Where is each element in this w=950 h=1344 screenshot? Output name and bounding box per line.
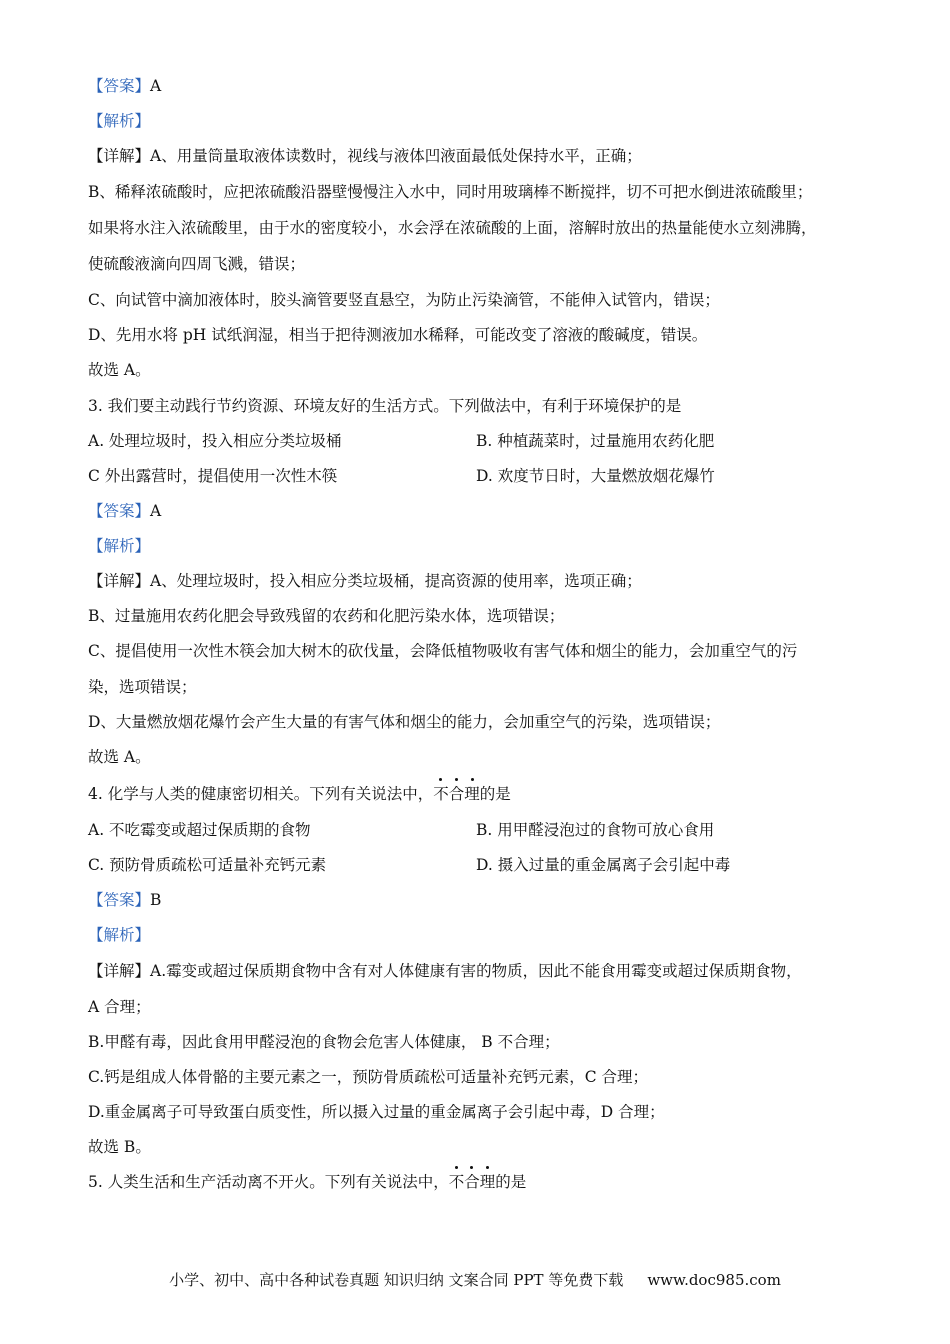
emphasis-text: 理 (479, 1173, 496, 1191)
emphasis-dot-icon (439, 778, 442, 781)
emphasis-text: 不 (433, 785, 449, 803)
text-line: 故选 A。 (88, 361, 151, 379)
text-line: 故选 A。 (88, 748, 151, 766)
text-line: 使硫酸液滴向四周飞溅，错误； (88, 255, 306, 273)
emphasis-dot-icon (455, 1166, 458, 1169)
detail-text: A、处理垃圾时，投入相应分类垃圾桶，提高资源的使用率，选项正确； (150, 572, 642, 590)
emphasis-text: 合 (464, 1173, 480, 1191)
analysis-tag: 【解析】 (88, 537, 151, 555)
answer-tag: 【答案】 (88, 502, 151, 520)
emphasis-char (464, 784, 480, 804)
stem-text: 的是 (479, 785, 511, 803)
analysis-tag: 【解析】 (88, 926, 151, 944)
answer-tag: 【答案】 (88, 891, 151, 909)
option-d: D. 欢度节日时，大量燃放烟花爆竹 (476, 467, 715, 485)
emphasis-char (449, 784, 465, 804)
detail-text: A.霉变或超过保质期食物中含有对人体健康有害的物质，因此不能食用霉变或超过保质期食物， (150, 962, 802, 980)
text-line: C.钙是组成人体骨骼的主要元素之一，预防骨质疏松可适量补充钙元素，C 合理； (88, 1068, 649, 1086)
footer-link[interactable]: www.doc985.com (647, 1271, 781, 1289)
option-c: C 外出露营时，提倡使用一次性木筷 (88, 467, 338, 485)
emphasis-text: 不 (448, 1173, 465, 1191)
text-line: C、向试管中滴加液体时，胶头滴管要竖直悬空，为防止污染滴管，不能伸入试管内，错误； (88, 291, 720, 309)
text-line: D、大量燃放烟花爆竹会产生大量的有害气体和烟尘的能力，会加重空气的污染，选项错误； (88, 713, 721, 731)
emphasis-dot-icon (471, 778, 474, 781)
option-c: C. 预防骨质疏松可适量补充钙元素 (88, 856, 327, 874)
text-line: B.甲醛有毒，因此食用甲醛浸泡的食物会危害人体健康， B 不合理； (88, 1033, 560, 1051)
answer-value: A (150, 502, 162, 520)
emphasis-dot-icon (470, 1166, 473, 1169)
text-line: B、过量施用农药化肥会导致残留的农药和化肥污染水体，选项错误； (88, 607, 565, 625)
text-line: 染，选项错误； (88, 678, 197, 696)
option-d: D. 摄入过量的重金属离子会引起中毒 (476, 856, 731, 874)
text-line: D、先用水将 pH 试纸润湿，相当于把待测液加水稀释，可能改变了溶液的酸碱度，错误。 (88, 326, 708, 344)
stem-text: 的是 (495, 1173, 527, 1191)
detail-row (88, 146, 642, 166)
answer-row (88, 890, 161, 910)
emphasis-char (449, 1172, 465, 1192)
emphasis-char (480, 1172, 496, 1192)
option-b: B. 种植蔬菜时，过量施用农药化肥 (476, 432, 715, 450)
text-line: B、稀释浓硫酸时，应把浓硫酸沿器壁慢慢注入水中，同时用玻璃棒不断搅拌，切不可把水倒进浓硫酸里； (88, 183, 813, 201)
detail-row (88, 961, 802, 981)
text-line: D.重金属离子可导致蛋白质变性，所以摄入过量的重金属离子会引起中毒，D 合理； (88, 1103, 665, 1121)
answer-row (88, 501, 161, 521)
answer-tag: 【答案】 (88, 77, 151, 95)
detail-tag: 【详解】 (88, 147, 151, 165)
emphasis-dot-icon (455, 778, 458, 781)
emphasis-char (433, 784, 449, 804)
emphasis-text: 合 (448, 785, 465, 803)
text-line: 如果将水注入浓硫酸里，由于水的密度较小，水会浮在浓硫酸的上面，溶解时放出的热量能使水立刻沸腾， (88, 219, 817, 237)
emphasis-text: 理 (464, 785, 480, 803)
question-stem (88, 784, 511, 804)
text-line: 故选 B。 (88, 1138, 151, 1156)
detail-row (88, 571, 642, 591)
detail-tag: 【详解】 (88, 572, 151, 590)
emphasis-char (464, 1172, 480, 1192)
question-stem: 3. 我们要主动践行节约资源、环境友好的生活方式。下列做法中，有利于环境保护的是 (88, 397, 682, 415)
text-line: C、提倡使用一次性木筷会加大树木的砍伐量，会降低植物吸收有害气体和烟尘的能力，会加重空气的污 (88, 642, 798, 660)
stem-text: 5. 人类生活和生产活动离不开火。下列有关说法中， (88, 1173, 449, 1191)
detail-text: A、用量筒量取液体读数时，视线与液体凹液面最低处保持水平，正确； (150, 147, 642, 165)
answer-value: A (150, 77, 162, 95)
text-line: A 合理； (88, 998, 151, 1016)
page-footer (0, 1270, 950, 1290)
stem-text: 4. 化学与人类的健康密切相关。下列有关说法中， (88, 785, 434, 803)
emphasis-dot-icon (486, 1166, 489, 1169)
analysis-tag: 【解析】 (88, 112, 151, 130)
question-stem (88, 1172, 526, 1192)
answer-value: B (150, 891, 162, 909)
option-b: B. 用甲醛浸泡过的食物可放心食用 (476, 821, 715, 839)
option-a: A. 不吃霉变或超过保质期的食物 (88, 821, 311, 839)
option-a: A. 处理垃圾时，投入相应分类垃圾桶 (88, 432, 342, 450)
answer-row (88, 76, 161, 96)
detail-tag: 【详解】 (88, 962, 151, 980)
footer-text: 小学、初中、高中各种试卷真题 知识归纳 文案合同 PPT 等免费下载 (169, 1271, 624, 1289)
